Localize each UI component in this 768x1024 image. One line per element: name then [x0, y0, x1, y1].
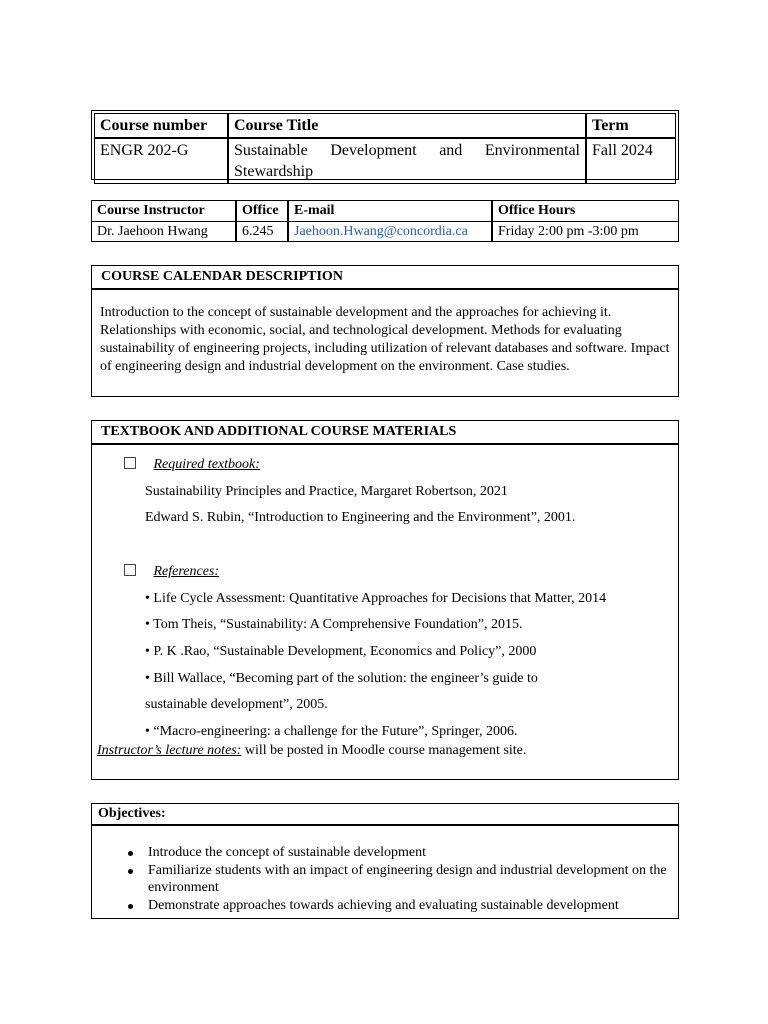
course-number-header: Course number: [94, 113, 228, 138]
office-header: Office: [237, 201, 289, 222]
reference-item: • Bill Wallace, “Becoming part of the solution: the engineer’s guide to: [145, 671, 538, 686]
calendar-description-section: [91, 265, 679, 397]
objectives-title: Objectives:: [92, 804, 678, 826]
bullet-icon: [128, 869, 133, 874]
course-title-header: Course Title: [228, 113, 586, 138]
calendar-description-text: Introduction to the concept of sustainable development and the approaches for achieving it. Relationships with economic, social, and technological development. Methods for evaluating sustainability of engineering projects, including utilization of relevant databases and software. Impact of engineering design and industrial development on the environment. Case studies.: [100, 305, 670, 374]
lecture-notes-line: [97, 742, 526, 760]
office-number: 6.245: [237, 222, 289, 242]
objective-item: [92, 844, 678, 861]
course-number-value: ENGR 202-G: [94, 138, 228, 184]
required-textbook-heading: [124, 456, 260, 474]
office-hours-header: Office Hours: [493, 201, 678, 222]
objective-text: Introduce the concept of sustainable development: [148, 845, 426, 860]
instructor-email-link[interactable]: Jaehoon.Hwang@concordia.ca: [294, 224, 468, 239]
objective-item: [92, 897, 678, 914]
calendar-description-title: COURSE CALENDAR DESCRIPTION: [92, 266, 678, 290]
instructor-name: Dr. Jaehoon Hwang: [92, 222, 237, 242]
instructor-header: Course Instructor: [92, 201, 237, 222]
reference-item: • Life Cycle Assessment: Quantitative Approaches for Decisions that Matter, 2014: [145, 591, 607, 606]
objective-item: [92, 862, 678, 896]
term-value: Fall 2024: [586, 138, 676, 184]
objective-text: Familiarize students with an impact of engineering design and industrial development on the environment: [148, 863, 667, 895]
lecture-notes-text: will be posted in Moodle course management site.: [241, 743, 527, 758]
reference-item: • Tom Theis, “Sustainability: A Comprehensive Foundation”, 2015.: [145, 617, 523, 632]
reference-item: • “Macro-engineering: a challenge for the Future”, Springer, 2006.: [145, 724, 518, 739]
objectives-list: [92, 844, 678, 915]
term-header: Term: [586, 113, 676, 138]
email-cell: [289, 222, 493, 242]
checkbox-icon: [124, 457, 136, 469]
lecture-notes-label: Instructor’s lecture notes:: [97, 743, 242, 758]
course-materials-section: [91, 420, 679, 780]
references-heading: [124, 563, 219, 581]
required-textbook-label: Required textbook:: [153, 457, 260, 472]
objective-text: Demonstrate approaches towards achieving and evaluating sustainable development: [148, 898, 619, 913]
course-title-line2: Stewardship: [234, 163, 314, 180]
reference-item: • P. K .Rao, “Sustainable Development, Economics and Policy”, 2000: [145, 644, 537, 659]
objectives-section: [91, 803, 679, 919]
course-title-line1: Sustainable Development and Environmental: [234, 142, 580, 159]
checkbox-icon: [124, 564, 136, 576]
reference-item-continued: sustainable development”, 2005.: [145, 697, 328, 712]
course-title-value: [228, 138, 586, 184]
references-label: References:: [153, 564, 220, 579]
bullet-icon: [128, 851, 133, 856]
email-header: E-mail: [289, 201, 493, 222]
required-item: Sustainability Principles and Practice, Margaret Robertson, 2021: [145, 484, 508, 499]
course-materials-title: TEXTBOOK AND ADDITIONAL COURSE MATERIALS: [92, 421, 678, 445]
course-info-table: [91, 110, 679, 180]
instructor-table: [91, 200, 679, 242]
bullet-icon: [128, 904, 133, 909]
office-hours-value: Friday 2:00 pm -3:00 pm: [498, 224, 639, 239]
required-item: Edward S. Rubin, “Introduction to Engineering and the Environment”, 2001.: [145, 510, 576, 525]
